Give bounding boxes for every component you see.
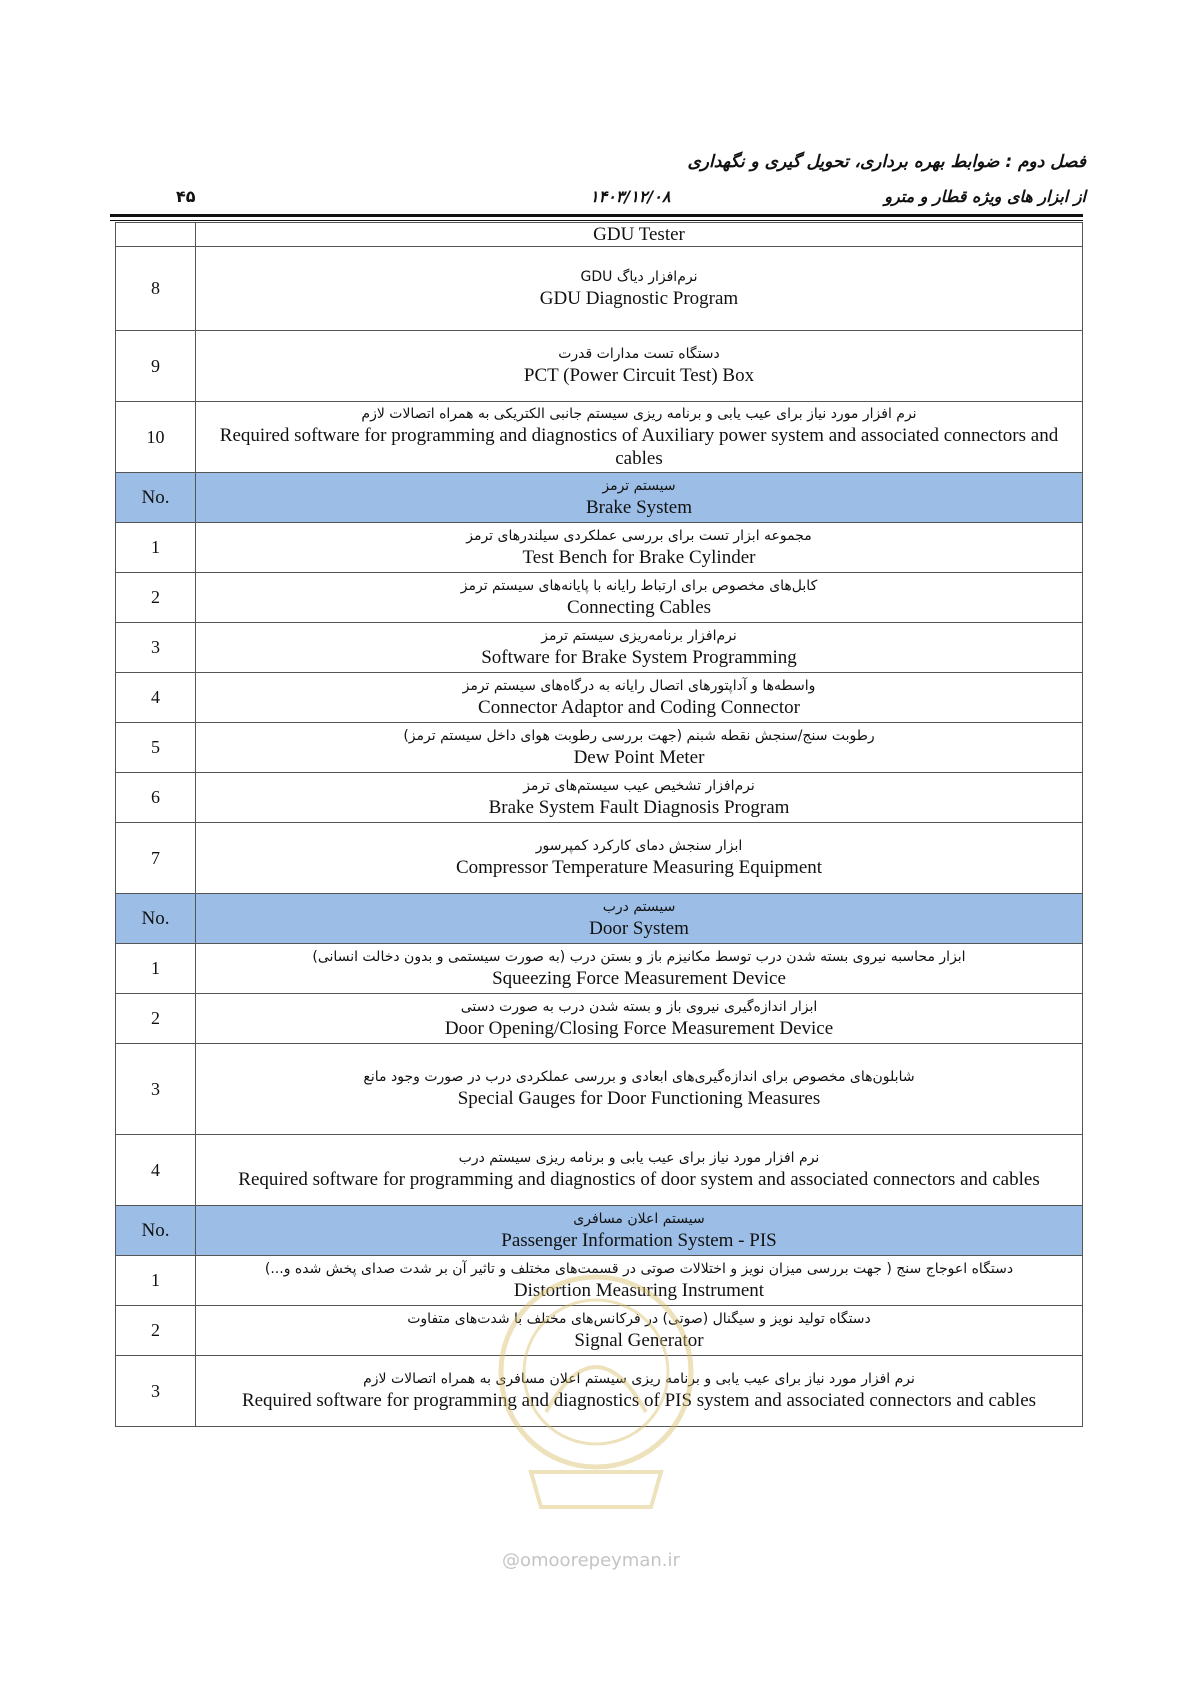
table-row (116, 673, 1083, 723)
persian-label: نرم افزار مورد نیاز برای عیب یابی و برنامه ریزی سیستم جانبی الکتریکی به همراه اتصالات لازم (361, 405, 917, 422)
row-description (196, 1135, 1083, 1206)
persian-label: نرم افزار مورد نیاز برای عیب یابی و برنامه ریزی سیستم درب (458, 1150, 820, 1166)
table-row (116, 523, 1083, 573)
table-row (116, 994, 1083, 1044)
persian-label: سیستم اعلان مسافری (573, 1210, 705, 1227)
persian-label: سیستم ترمز (602, 477, 676, 494)
english-label: Door Opening/Closing Force Measurement Device (444, 1017, 834, 1039)
table-row (116, 223, 1083, 247)
table-row (116, 773, 1083, 823)
row-description (196, 823, 1083, 894)
row-description (196, 473, 1083, 523)
row-number: No. (116, 1206, 196, 1256)
row-number: 2 (116, 994, 196, 1044)
english-label: Special Gauges for Door Functioning Measures (457, 1088, 821, 1109)
row-number: 1 (116, 1256, 196, 1306)
row-number: 3 (116, 1356, 196, 1427)
english-label: Test Bench for Brake Cylinder (522, 546, 756, 568)
table-row (116, 944, 1083, 994)
table-row (116, 1306, 1083, 1356)
english-label: Distortion Measuring Instrument (513, 1279, 765, 1301)
document-date: ۱۴۰۳/۱۲/۰۸ (590, 187, 671, 206)
row-number: 4 (116, 673, 196, 723)
table-row (116, 723, 1083, 773)
row-description (196, 1306, 1083, 1356)
english-label: Required software for programming and diagnostics of PIS system and associated connectors and cables (241, 1390, 1037, 1411)
row-number: 2 (116, 573, 196, 623)
row-number: 10 (116, 402, 196, 473)
persian-label: ابزار اندازه‌گیری نیروی باز و بسته شدن درب به صورت دستی (460, 998, 818, 1015)
english-label: Door System (589, 917, 689, 939)
persian-label: دستگاه تست مدارات قدرت (558, 346, 720, 362)
row-description (196, 223, 1083, 247)
english-label: Brake System Fault Diagnosis Program (488, 796, 790, 818)
row-description (196, 402, 1083, 473)
table-row (116, 823, 1083, 894)
section-header-row (116, 894, 1083, 944)
row-description (196, 331, 1083, 402)
row-description (196, 247, 1083, 331)
row-number: 2 (116, 1306, 196, 1356)
row-number (116, 223, 196, 247)
row-description (196, 944, 1083, 994)
row-description (196, 673, 1083, 723)
page-number: ۴۵ (176, 187, 196, 206)
english-label: GDU Tester (593, 224, 685, 245)
table-row (116, 402, 1083, 473)
persian-label: نرم‌افزار تشخیص عیب سیستم‌های ترمز (523, 777, 755, 794)
persian-label: شابلون‌های مخصوص برای اندازه‌گیری‌های ابعادی و بررسی عملکردی درب در صورت وجود مانع (363, 1069, 915, 1085)
english-label: Squeezing Force Measurement Device (492, 967, 786, 989)
row-description (196, 1256, 1083, 1306)
table-row (116, 247, 1083, 331)
row-description (196, 573, 1083, 623)
row-number: 8 (116, 247, 196, 331)
english-label: Passenger Information System - PIS (501, 1229, 777, 1251)
persian-label: کابل‌های مخصوص برای ارتباط رایانه با پایانه‌های سیستم ترمز (460, 577, 818, 594)
persian-label: ابزار محاسبه نیروی بسته شدن درب توسط مکانیزم باز و بستن درب (به صورت سیستمی و بدون دخالت انسانی) (312, 948, 966, 965)
persian-label: مجموعه ابزار تست برای بررسی عملکردی سیلندرهای ترمز (466, 527, 812, 544)
persian-label: سیستم درب (602, 898, 676, 915)
row-number: 9 (116, 331, 196, 402)
english-label: Required software for programming and diagnostics of door system and associated connectors and cables (238, 1169, 1040, 1190)
english-label: PCT (Power Circuit Test) Box (523, 365, 755, 386)
row-description (196, 723, 1083, 773)
table-row (116, 1256, 1083, 1306)
persian-label: ابزار سنجش دمای کارکرد کمپرسور (535, 838, 743, 854)
persian-label: واسطه‌ها و آداپتورهای اتصال رایانه به درگاه‌های سیستم ترمز (462, 677, 816, 694)
row-description (196, 773, 1083, 823)
english-label: Dew Point Meter (573, 746, 705, 768)
persian-label: دستگاه اعوجاج سنج ( جهت بررسی میزان نویز و اختلالات صوتی در قسمت‌های مختلف و تاثیر آن بر شدت صدای پخش شده و...) (264, 1260, 1014, 1277)
document-subtitle: از ابزار های ویژه قطار و مترو (884, 187, 1086, 206)
tools-table (115, 222, 1083, 1427)
row-number: No. (116, 894, 196, 944)
persian-label: نرم افزار مورد نیاز برای عیب یابی و برنامه ریزی سیستم اعلان مسافری به همراه اتصالات لازم (363, 1371, 915, 1387)
persian-label: نرم‌افزار برنامه‌ریزی سیستم ترمز (541, 627, 737, 644)
header-rule-thin (110, 220, 1083, 221)
persian-label: دستگاه تولید نویز و سیگنال (صوتی) در فرکانس‌های مختلف با شدت‌های متفاوت (407, 1310, 871, 1327)
chapter-title: فصل دوم : ضوابط بهره برداری، تحویل گیری و نگهداری (687, 152, 1086, 172)
row-number: 1 (116, 944, 196, 994)
table-row (116, 1044, 1083, 1135)
row-number: 5 (116, 723, 196, 773)
table-row (116, 331, 1083, 402)
english-label: Compressor Temperature Measuring Equipment (455, 857, 823, 878)
table-row (116, 1135, 1083, 1206)
row-number: 3 (116, 623, 196, 673)
table-row (116, 573, 1083, 623)
table-row (116, 623, 1083, 673)
row-description (196, 894, 1083, 944)
header-rule-thick (110, 214, 1083, 217)
english-label: Connecting Cables (566, 596, 712, 618)
english-label: Signal Generator (574, 1329, 704, 1351)
row-description (196, 1356, 1083, 1427)
persian-label: نرم‌افزار دیاگ GDU (580, 268, 698, 285)
english-label: Connector Adaptor and Coding Connector (478, 696, 800, 718)
english-label: Required software for programming and diagnostics of Auxiliary power system and associated connectors and cables (219, 424, 1059, 469)
row-number: 7 (116, 823, 196, 894)
row-number: 3 (116, 1044, 196, 1135)
row-number: 1 (116, 523, 196, 573)
english-label: Brake System (585, 496, 693, 518)
table-row (116, 1356, 1083, 1427)
section-header-row (116, 1206, 1083, 1256)
section-header-row (116, 473, 1083, 523)
row-description (196, 1206, 1083, 1256)
row-description (196, 623, 1083, 673)
row-number: 4 (116, 1135, 196, 1206)
row-description (196, 1044, 1083, 1135)
english-label: GDU Diagnostic Program (539, 287, 739, 309)
english-label: Software for Brake System Programming (481, 646, 797, 668)
row-description (196, 523, 1083, 573)
row-number: No. (116, 473, 196, 523)
row-number: 6 (116, 773, 196, 823)
watermark-site: @omoorepeyman.ir (502, 1550, 680, 1571)
persian-label: رطوبت سنج/سنجش نقطه شبنم (جهت بررسی رطوبت هوای داخل سیستم ترمز) (403, 727, 875, 744)
row-description (196, 994, 1083, 1044)
